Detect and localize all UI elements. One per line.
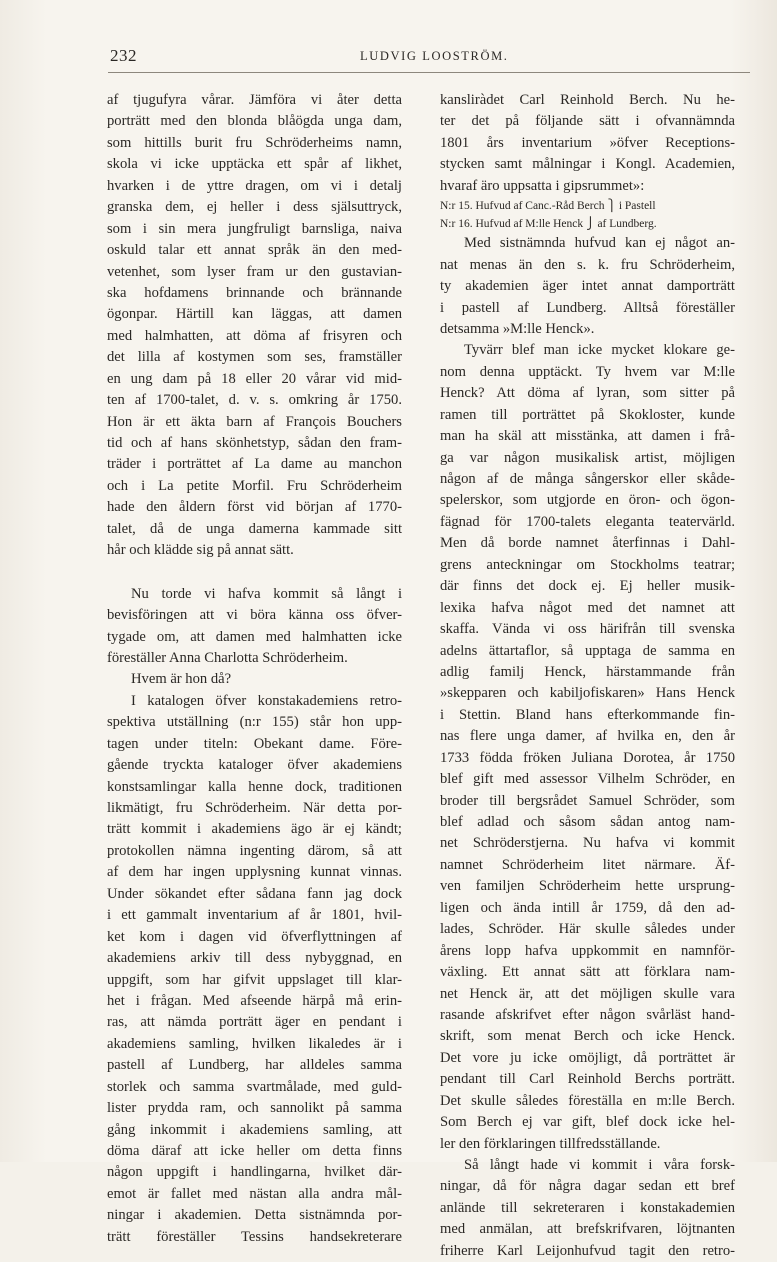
text-line: ket kom i dagen vid öfverflyttningen af [107, 928, 402, 945]
text-line: rasande afskrifvet efter någon svårläst hand- [440, 1006, 735, 1023]
text-line: hvaraf äro uppsatta i gipsrummet»: [440, 177, 645, 194]
text-line: det lilla af kostymen som ses, framställer [107, 349, 402, 366]
text-line: tygade om, att damen med halmhatten icke [107, 628, 402, 645]
text-line: någon uppgift i handlingarna, hvilket där- [107, 1164, 402, 1181]
text-line: 1801 års inventarium »öfver Receptions- [440, 134, 735, 151]
text-line: i ett gammalt inventarium af år 1801, hvil- [107, 907, 402, 924]
inventory-entry-line: N:r 16. Hufvud af M:lle Henck ⎭ af Lundberg. [440, 218, 657, 231]
text-line: hvarken i de yttre dragen, om vi i detalj [107, 177, 402, 194]
text-line: ningar i akademien. Detta sistnämnda por- [107, 1207, 402, 1224]
text-line: konstsamlingar kalla henne dock, traditionen [107, 778, 402, 795]
text-line: detsamma »M:lle Henck». [440, 320, 595, 337]
text-line: gång inkommit i akademiens samling, att [107, 1121, 402, 1138]
text-line: ningar, då för några dagar sedan ett bref [440, 1178, 735, 1195]
text-line: nat menas än den s. k. fru Schröderheim, [440, 256, 735, 273]
left-text-column [107, 90, 402, 1248]
text-line: med anmälan, att brefskrifvaren, löjtnanten [440, 1221, 735, 1238]
text-line: nas flere unga damer, af hvilka en, den år [440, 728, 735, 745]
text-line: namnet Schröderheim litet närmare. Äf- [440, 856, 735, 873]
text-line: årens lopp hafva uppkommit en namnför- [440, 942, 735, 959]
text-line: Hon är ett äkta barn af François Bouchers [107, 413, 402, 430]
text-line: emot är fallet med nästan alla andra mål- [107, 1185, 402, 1202]
text-line: ligen och ända intill år 1759, då den ad- [440, 899, 735, 916]
text-line: Med sistnämnda hufvud kan ej något an- [464, 235, 735, 252]
text-line: kansliràdet Carl Reinhold Berch. Nu he- [440, 92, 735, 108]
text-line: adlig familj Henck, härstammande från [440, 663, 735, 680]
running-title: LUDVIG LOOSTRÖM. [360, 49, 509, 63]
text-line: stycken samt målningar i Kongl. Academien, [440, 156, 735, 173]
text-line: en ung dam på 18 eller 20 vårar vid mid- [107, 370, 402, 387]
text-line: net Henck är, att det möjligen skulle vara [440, 985, 735, 1002]
text-line: adelns ättartaflor, så upptaga de samma en [440, 642, 735, 659]
text-line: storlek och samma svartmålade, med guld- [107, 1078, 402, 1095]
text-line: af tjugufyra vårar. Jämföra vi åter detta [107, 92, 402, 108]
text-line: någon af de många sångerskor eller skåde- [440, 471, 735, 487]
text-line: ras, att nämda porträtt äger en pendant i [107, 1014, 402, 1031]
text-line: uppgift, som har gifvit uppslaget till klar- [107, 971, 402, 988]
text-line: som hittills burit fru Schröderheims namn, [107, 134, 402, 151]
text-line: broder till bergsrådet Samuel Schröder, som [440, 792, 735, 809]
text-line: lades, Schröder. Här skulle således under [440, 921, 735, 938]
text-line: Henck? Att döma af lyran, som sitter på [440, 385, 735, 402]
text-line: Nu torde vi hafva kommit så långt i [131, 585, 402, 602]
text-line: Det skulle således föreställa en m:lle Berch. [440, 1092, 735, 1109]
text-line: ga var någon musikalisk artist, möjligen [440, 449, 735, 466]
text-line: Under sökandet efter sådana fann jag dock [107, 885, 402, 902]
right-text-column [440, 90, 735, 1262]
text-line: växling. Ett annat sätt att förklara nam- [440, 964, 735, 981]
text-line: ven familjen Schröderheim hette ursprung- [440, 878, 735, 895]
text-line: hade den åldern först vid början af 1770- [107, 499, 402, 516]
text-line: med halmhatten, att döma af frisyren och [107, 327, 402, 344]
page-header [110, 46, 750, 68]
text-line: tid och af hans skönhetstyp, sådan den fram- [107, 435, 402, 451]
text-line: lister prydda ram, och sannolikt på samma [107, 1100, 402, 1117]
text-line: friherre Karl Leijonhufvud tagit den retro- [440, 1242, 735, 1259]
text-line: skola vi icke upptäcka ett spår af likhet, [107, 156, 402, 173]
text-line: träder i porträttet af La dame au manchon [107, 456, 402, 473]
text-line: oskuld talar ett annat språk än den med- [107, 242, 402, 259]
text-line: ten af 1700-talet, d. v. s. omkring år 1750. [107, 392, 402, 409]
page-number: 232 [110, 46, 137, 65]
text-line: ska hofdamens brinnande och brännande [107, 284, 402, 301]
text-line: Tyvärr blef man icke mycket klokare ge- [464, 342, 735, 359]
text-line: ty akademien äger intet annat damporträtt [440, 278, 735, 295]
text-line: grens anteckningar om Stockholms teatrar; [440, 556, 735, 573]
text-line: 1733 födda fröken Juliana Dorotea, år 1750 [440, 749, 735, 766]
text-line: protokollen nämna ingenting därom, så att [107, 842, 402, 859]
text-line: ögonpar. Härtill kan läggas, att damen [107, 306, 402, 323]
text-line: I katalogen öfver konstakademiens retro- [131, 692, 402, 709]
text-line: akademiens arkiv till dess nybyggnad, en [107, 950, 402, 967]
text-line: gående tryckta kataloger öfver akademiens [107, 757, 402, 774]
text-line: som i sin mera jungfruligt barnsliga, naiva [107, 220, 402, 237]
text-line: talet, då de unga damerna kammade sitt [107, 520, 402, 537]
text-line: ter det på följande sätt i ofvannämnda [440, 113, 735, 130]
text-line: Hvem är hon då? [131, 671, 232, 688]
text-line: blef adlad och såsom sådan antog nam- [440, 814, 735, 830]
text-line: föreställer Anna Charlotta Schröderheim. [107, 649, 348, 666]
text-line: och i La petite Morfil. Fru Schröderheim [107, 477, 402, 494]
text-line: skrift, som menat Berch och icke Henck. [440, 1028, 735, 1045]
text-line: net Schröderstjerna. Nu hafva vi kommit [440, 835, 735, 852]
text-line: porträtt med den blonda blåögda unga dam, [107, 113, 402, 130]
text-line: anlände till sekreteraren i konstakademien [440, 1199, 735, 1216]
text-line: i pastell af Lundberg. Alltså föreställer [440, 299, 735, 316]
text-line: akademiens samling, hvilken likaledes är i [107, 1035, 402, 1052]
text-line: »skepparen och kabiljofiskaren» Hans Henck [440, 685, 735, 702]
text-line: af dem har ingen upplysning kunnat vinnas. [107, 864, 402, 881]
text-line: döma däraf att icke heller om detta finns [107, 1143, 402, 1159]
text-line: fägnad för 1700-talets eleganta teatervärld. [440, 513, 735, 530]
paragraph-gap [107, 562, 402, 584]
text-line: Som Berch ej var gift, blef dock icke hel- [440, 1114, 735, 1131]
text-line: pastell af Lundberg, har alldeles samma [107, 1057, 402, 1074]
text-line: lexika hafva något med det namnet att [440, 599, 735, 616]
inventory-entry-line: N:r 15. Hufvud af Canc.-Råd Berch ⎫ i Pastell [440, 200, 656, 213]
text-line: hår och klädde sig på annat sätt. [107, 542, 294, 559]
text-line: skaffa. Vända vi oss härifrån till svenska [440, 621, 735, 638]
text-line: tagen under titeln: Obekant dame. Före- [107, 735, 402, 752]
text-line: man ha skäl att misstänka, att damen i frå- [440, 428, 735, 445]
text-line: ramen till porträttet på Skokloster, kunde [440, 406, 735, 423]
text-line: Men då borde namnet återfinnas i Dahl- [440, 535, 735, 552]
text-line: nom denna upptäckt. Ty hvem var M:lle [440, 363, 735, 380]
text-line: Det vore ju icke omöjligt, då porträttet är [440, 1049, 735, 1066]
text-line: pendant till Carl Reinhold Berchs porträtt. [440, 1071, 735, 1088]
text-line: trätt kommit i akademiens ägo är ej kändt; [107, 821, 402, 838]
text-line: spelerskor, som utgjorde en öron- och ögon- [440, 492, 735, 509]
text-line: spektiva utställning (n:r 155) står hon upp- [107, 714, 402, 731]
text-line: het i frågan. Med afseende härpå må erin- [107, 992, 402, 1009]
text-line: granska dem, ej heller i dess själsuttryck, [107, 199, 402, 216]
text-line: likmätigt, fru Schröderheim. När detta por- [107, 800, 402, 816]
text-line: bevisföringen att vi böra känna oss öfver- [107, 607, 402, 624]
text-line: vetenhet, som lyser fram ur den gustavian- [107, 263, 402, 280]
text-line: i Stettin. Bland hans efterkommande fin- [440, 706, 735, 723]
text-line: ler den förklaringen tillfredsställande. [440, 1135, 661, 1152]
text-line: där finns det dock ej. Ej heller musik- [440, 578, 735, 595]
text-line: trätt föreställer Tessins handsekreterare [107, 1228, 402, 1245]
header-rule [108, 72, 750, 73]
text-line: Så långt hade vi kommit i våra forsk- [464, 1157, 735, 1173]
text-line: blef gift med assessor Vilhelm Schröder, en [440, 771, 735, 788]
